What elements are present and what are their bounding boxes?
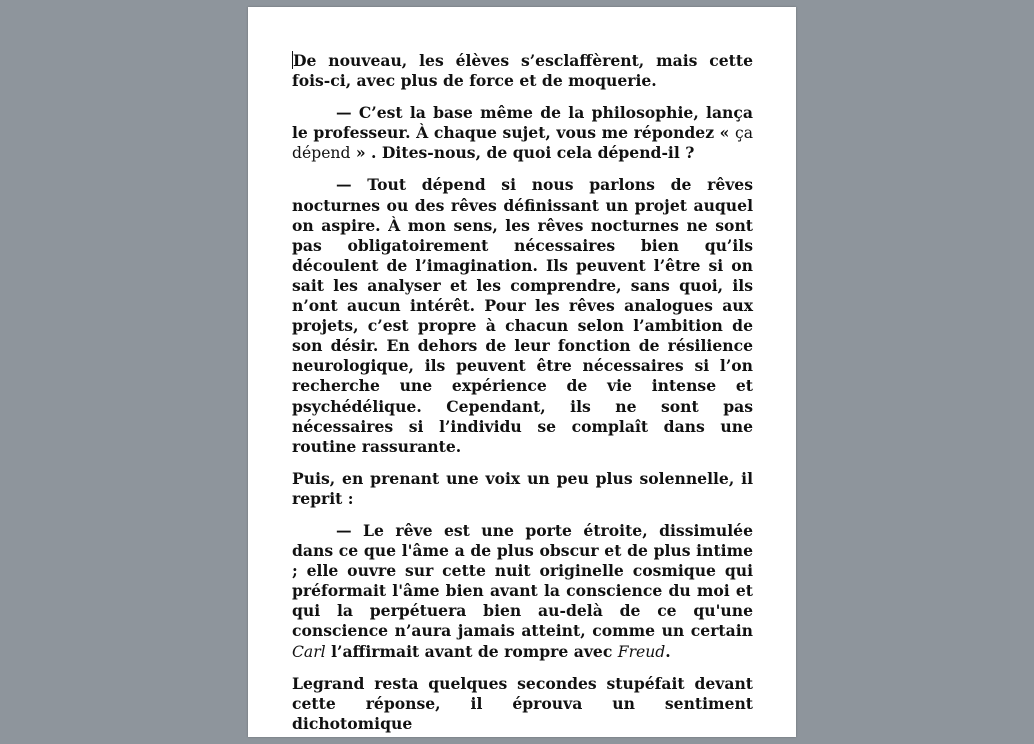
paragraph-2-text-b: » . Dites-nous, de quoi cela dépend-il ? xyxy=(350,143,695,163)
paragraph-3 xyxy=(292,175,753,456)
paragraph-2-text-a: — C’est la base même de la philosophie, lança le professeur. À chaque sujet, vous me répondez « xyxy=(292,103,753,143)
paragraph-6 xyxy=(292,674,753,734)
paragraph-4-text: Puis, en prenant une voix un peu plus solennelle, il reprit : xyxy=(292,468,753,508)
paragraph-5-text-c: . xyxy=(665,641,671,661)
paragraph-2-quoted-text: ça dépend xyxy=(292,124,753,163)
paragraph-5 xyxy=(292,521,753,662)
paragraph-1 xyxy=(292,51,753,91)
page-text[interactable] xyxy=(292,51,753,737)
paragraph-4 xyxy=(292,469,753,509)
paragraph-6-text: Legrand resta quelques secondes stupéfait devant cette réponse, il éprouva un sentiment dichotomique xyxy=(292,673,753,733)
paragraph-5-text-b: l’affirmait avant de rompre avec xyxy=(325,641,618,661)
paragraph-2 xyxy=(292,103,753,163)
paragraph-5-text-a: — Le rêve est une porte étroite, dissimulée dans ce que l'âme a de plus obscur et de plus intime ; elle ouvre sur cette nuit originelle cosmique qui préformait l'âme bien avant la conscience du moi et qui la perpétuera bien au-delà de ce qu'une conscience n’aura jamais atteint, comme un certain xyxy=(292,520,753,641)
name-freud: Freud xyxy=(617,642,666,661)
document-page[interactable] xyxy=(248,7,796,737)
paragraph-1-text: De nouveau, les élèves s’esclaffèrent, mais cette fois-ci, avec plus de force et de moquerie. xyxy=(292,51,753,91)
name-carl: Carl xyxy=(292,642,326,661)
paragraph-3-text: — Tout dépend si nous parlons de rêves nocturnes ou des rêves définissant un projet auquel on aspire. À mon sens, les rêves nocturnes ne sont pas obligatoirement nécessaires bien qu’ils découlent de l’imagination. Ils peuvent l’être si on sait les analyser et les comprendre, sans quoi, ils n’ont aucun intérêt. Pour les rêves analogues aux projets, c’est propre à chacun selon l’ambition de son désir. En dehors de leur fonction de résilience neurologique, ils peuvent être nécessaires si l’on recherche une expérience de vie intense et psychédélique. Cependant, ils ne sont pas nécessaires si l’individu se complaît dans une routine rassurante. xyxy=(292,175,753,456)
